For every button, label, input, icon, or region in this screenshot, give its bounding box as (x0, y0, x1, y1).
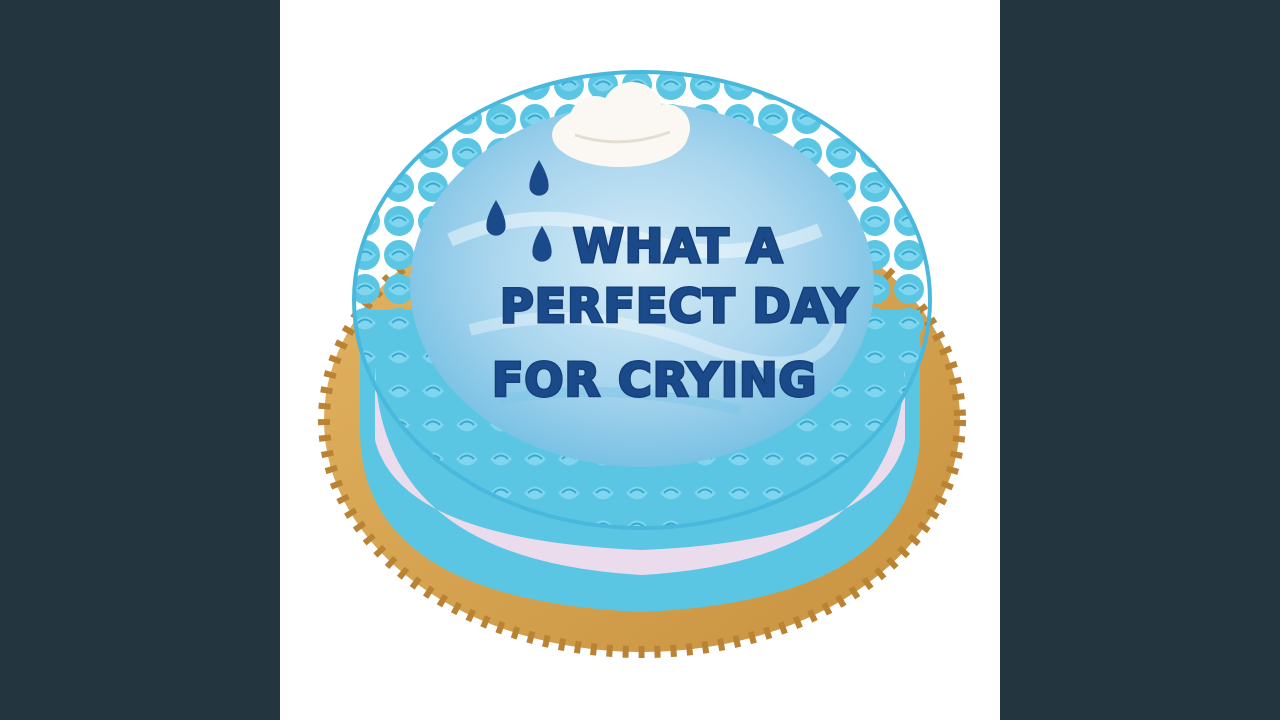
cake-photo (280, 0, 1000, 720)
right-letterbox-panel (1000, 0, 1280, 720)
left-letterbox-panel (0, 0, 280, 720)
cake-illustration (280, 0, 1000, 720)
inscription-line-3: FOR CRYING (492, 353, 818, 407)
inscription-line-2: PERFECT DAY (500, 279, 859, 333)
inscription-line-1: WHAT A (573, 219, 784, 273)
